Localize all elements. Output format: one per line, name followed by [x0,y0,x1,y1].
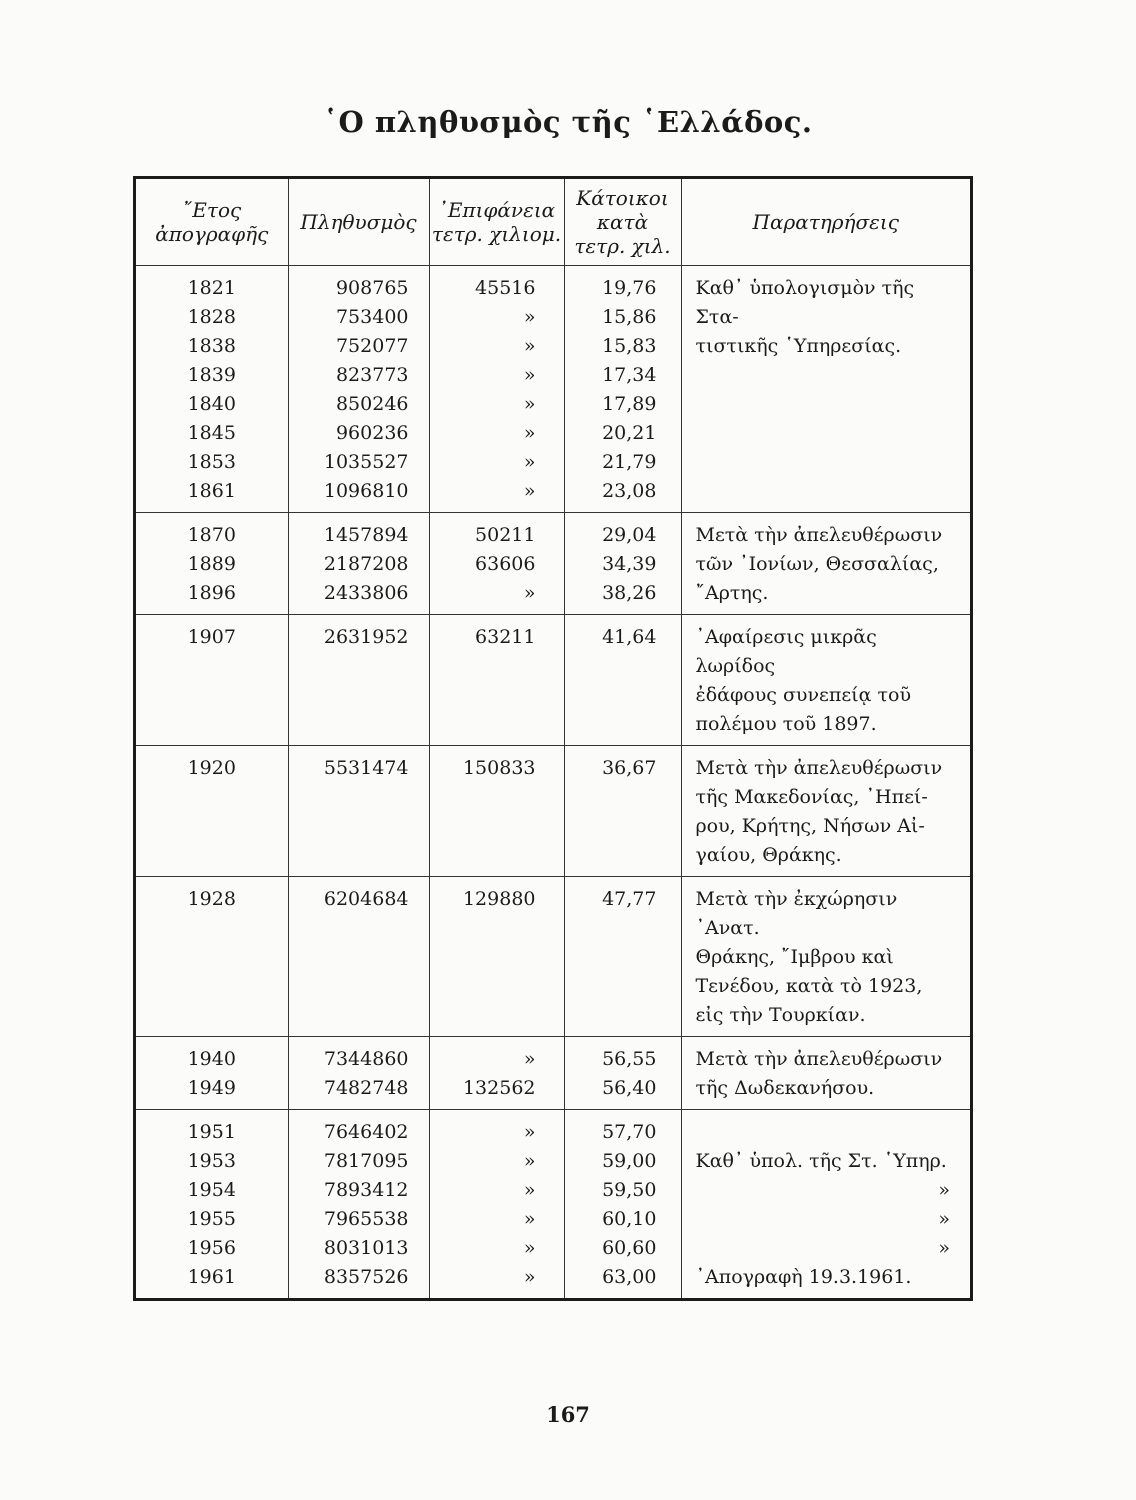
density-cell-value: 19,76 [602,277,657,299]
year-cell-value: 1845 [187,422,236,444]
year-cell-value: 1951 [187,1121,236,1143]
area-cell-value: 50211 [475,524,536,546]
population-cell-value: 1035527 [323,451,409,473]
population-cell-value: 7965538 [323,1208,409,1230]
table-group [136,615,970,746]
year-cell-value: 1907 [187,626,236,648]
area-cell-value: » [523,1121,536,1143]
year-cell-value: 1920 [187,757,236,779]
remarks-line: » [938,1179,950,1201]
area-cell [429,615,564,746]
density-cell-value: 60,60 [602,1237,657,1259]
population-cell [288,746,429,877]
density-cell-value: 59,50 [602,1179,657,1201]
area-cell-value: 45516 [475,277,536,299]
year-cell [136,1110,288,1299]
population-cell-value: 823773 [335,364,409,386]
year-cell-value: 1861 [187,480,236,502]
remarks-line: Μετὰ τὴν ἀπελευθέρωσιν [695,1048,943,1070]
density-cell-value: 17,34 [602,364,657,386]
area-cell-value: » [523,1150,536,1172]
area-cell-value: 129880 [462,888,536,910]
density-cell-value: 60,10 [602,1208,657,1230]
density-cell [564,1037,681,1110]
table-group [136,1110,970,1299]
remarks-cell [681,746,970,877]
year-cell-value: 1838 [187,335,236,357]
area-cell-value: » [523,1048,536,1070]
remarks-line: τῶν ᾿Ιονίων, Θεσσαλίας, [695,553,939,575]
population-cell-value: 7646402 [323,1121,409,1143]
area-cell-value: » [523,1237,536,1259]
remarks-line: γαίου, Θράκης. [695,844,842,866]
population-cell-value: 1096810 [323,480,409,502]
area-cell [429,513,564,615]
area-cell-value: » [523,364,536,386]
remarks-line: » [938,1208,950,1230]
year-cell-value: 1870 [187,524,236,546]
density-cell-value: 56,40 [602,1077,657,1099]
density-cell-value: 17,89 [602,393,657,415]
density-cell-value: 15,86 [602,306,657,328]
density-cell [564,615,681,746]
year-cell-value: 1896 [187,582,236,604]
remarks-line: τῆς Μακεδονίας, ᾿Ηπεί- [695,786,928,808]
population-cell [288,877,429,1037]
remarks-cell [681,266,970,513]
population-cell-value: 7344860 [323,1048,409,1070]
density-cell-value: 29,04 [602,524,657,546]
density-cell [564,877,681,1037]
area-cell [429,1037,564,1110]
year-cell-value: 1840 [187,393,236,415]
remarks-line: ᾿Αφαίρεσις μικρᾶς λωρίδος [695,626,877,677]
table-row [136,615,970,746]
remarks-cell [681,877,970,1037]
year-cell-value: 1928 [187,888,236,910]
density-cell [564,266,681,513]
remarks-line: τῆς Δωδεκανήσου. [695,1077,875,1099]
year-cell [136,877,288,1037]
population-cell-value: 8031013 [323,1237,409,1259]
remarks-cell [681,513,970,615]
year-cell-value: 1953 [187,1150,236,1172]
population-cell-value: 908765 [335,277,409,299]
header-area: ᾿Επιφάνεια τετρ. χιλιομ. [429,179,564,266]
header-population: Πληθυσμὸς [288,179,429,266]
population-cell-value: 8357526 [323,1266,409,1288]
year-cell-value: 1889 [187,553,236,575]
density-cell-value: 63,00 [602,1266,657,1288]
density-cell-value: 57,70 [602,1121,657,1143]
remarks-cell [681,615,970,746]
remarks-line: Τενέδου, κατὰ τὸ 1923, [695,975,923,997]
header-year: ῎Ετος ἀπογραφῆς [136,179,288,266]
density-cell-value: 56,55 [602,1048,657,1070]
population-cell [288,1037,429,1110]
population-cell [288,266,429,513]
remarks-cell [681,1037,970,1110]
population-cell-value: 753400 [335,306,409,328]
remarks-line: Μετὰ τὴν ἐκχώρησιν ᾿Ανατ. [695,888,898,939]
remarks-line [696,1118,961,1147]
area-cell-value: 63211 [475,626,536,648]
density-cell-value: 36,67 [602,757,657,779]
population-cell-value: 6204684 [323,888,409,910]
year-cell-value: 1949 [187,1077,236,1099]
table-row [136,746,970,877]
population-cell-value: 2433806 [323,582,409,604]
remarks-line: ρου, Κρήτης, Νήσων Αἰ- [695,815,925,837]
year-cell-value: 1821 [187,277,236,299]
density-cell-value: 41,64 [602,626,657,648]
year-cell-value: 1954 [187,1179,236,1201]
area-cell [429,877,564,1037]
year-cell-value: 1853 [187,451,236,473]
table-row [136,1110,970,1299]
population-cell-value: 752077 [335,335,409,357]
remarks-line: ῎Αρτης. [695,582,769,604]
population-cell-value: 1457894 [323,524,409,546]
remarks-line: Καθ᾿ ὑπολογισμὸν τῆς Στα- [695,277,915,328]
page-title: ῾Ο πληθυσμὸς τῆς ῾Ελλάδος. [323,105,813,139]
area-cell [429,746,564,877]
density-cell-value: 38,26 [602,582,657,604]
area-cell-value: » [523,1179,536,1201]
population-cell-value: 5531474 [323,757,409,779]
area-cell-value: 63606 [475,553,536,575]
population-cell-value: 7817095 [323,1150,409,1172]
table-row [136,877,970,1037]
table-group [136,1037,970,1110]
table-row [136,266,970,513]
remarks-cell [681,1110,970,1299]
area-cell-value: » [523,480,536,502]
table-row [136,1037,970,1110]
remarks-line: ᾿Απογραφὴ 19.3.1961. [695,1266,912,1288]
population-cell [288,615,429,746]
population-cell-value: 2631952 [323,626,409,648]
year-cell [136,1037,288,1110]
density-cell-value: 59,00 [602,1150,657,1172]
area-cell [429,1110,564,1299]
remarks-line: πολέμου τοῦ 1897. [695,713,877,735]
area-cell-value: » [523,451,536,473]
year-cell [136,746,288,877]
density-cell-value: 15,83 [602,335,657,357]
population-table [133,176,973,1301]
year-cell [136,513,288,615]
population-cell [288,1110,429,1299]
area-cell-value: 150833 [462,757,536,779]
table-group [136,513,970,615]
table-group [136,266,970,513]
area-cell-value: » [523,335,536,357]
remarks-line: Μετὰ τὴν ἀπελευθέρωσιν [695,757,943,779]
year-cell-value: 1956 [187,1237,236,1259]
density-cell [564,1110,681,1299]
year-cell [136,615,288,746]
header-density: Κάτοικοι κατὰ τετρ. χιλ. [564,179,681,266]
population-cell-value: 2187208 [323,553,409,575]
remarks-line: Καθ᾿ ὑπολ. τῆς Στ. ῾Υπηρ. [695,1150,947,1172]
area-cell-value: » [523,1266,536,1288]
density-cell-value: 20,21 [602,422,657,444]
density-cell-value: 47,77 [602,888,657,910]
remarks-line: εἰς τὴν Τουρκίαν. [695,1004,866,1026]
population-cell-value: 850246 [335,393,409,415]
density-cell [564,513,681,615]
area-cell-value: 132562 [462,1077,536,1099]
table-group [136,877,970,1037]
area-cell-value: » [523,422,536,444]
density-cell [564,746,681,877]
remarks-line: Μετὰ τὴν ἀπελευθέρωσιν [695,524,943,546]
year-cell [136,266,288,513]
year-cell-value: 1828 [187,306,236,328]
population-cell-value: 7482748 [323,1077,409,1099]
area-cell [429,266,564,513]
density-cell-value: 23,08 [602,480,657,502]
density-cell-value: 21,79 [602,451,657,473]
page-number: 167 [546,1402,590,1427]
area-cell-value: » [523,1208,536,1230]
year-cell-value: 1839 [187,364,236,386]
area-cell-value: » [523,393,536,415]
remarks-line: τιστικῆς ῾Υπηρεσίας. [695,335,902,357]
remarks-line: Θράκης, ῎Ιμβρου καὶ [695,946,894,968]
population-cell-value: 7893412 [323,1179,409,1201]
area-cell-value: » [523,306,536,328]
remarks-line: ἐδάφους συνεπείᾳ τοῦ [695,684,912,706]
area-cell-value: » [523,582,536,604]
year-cell-value: 1940 [187,1048,236,1070]
year-cell-value: 1961 [187,1266,236,1288]
remarks-line: » [938,1237,950,1259]
table-row [136,513,970,615]
header-remarks: Παρατηρήσεις [681,179,970,266]
population-cell-value: 960236 [335,422,409,444]
table-group [136,746,970,877]
population-cell [288,513,429,615]
year-cell-value: 1955 [187,1208,236,1230]
density-cell-value: 34,39 [602,553,657,575]
